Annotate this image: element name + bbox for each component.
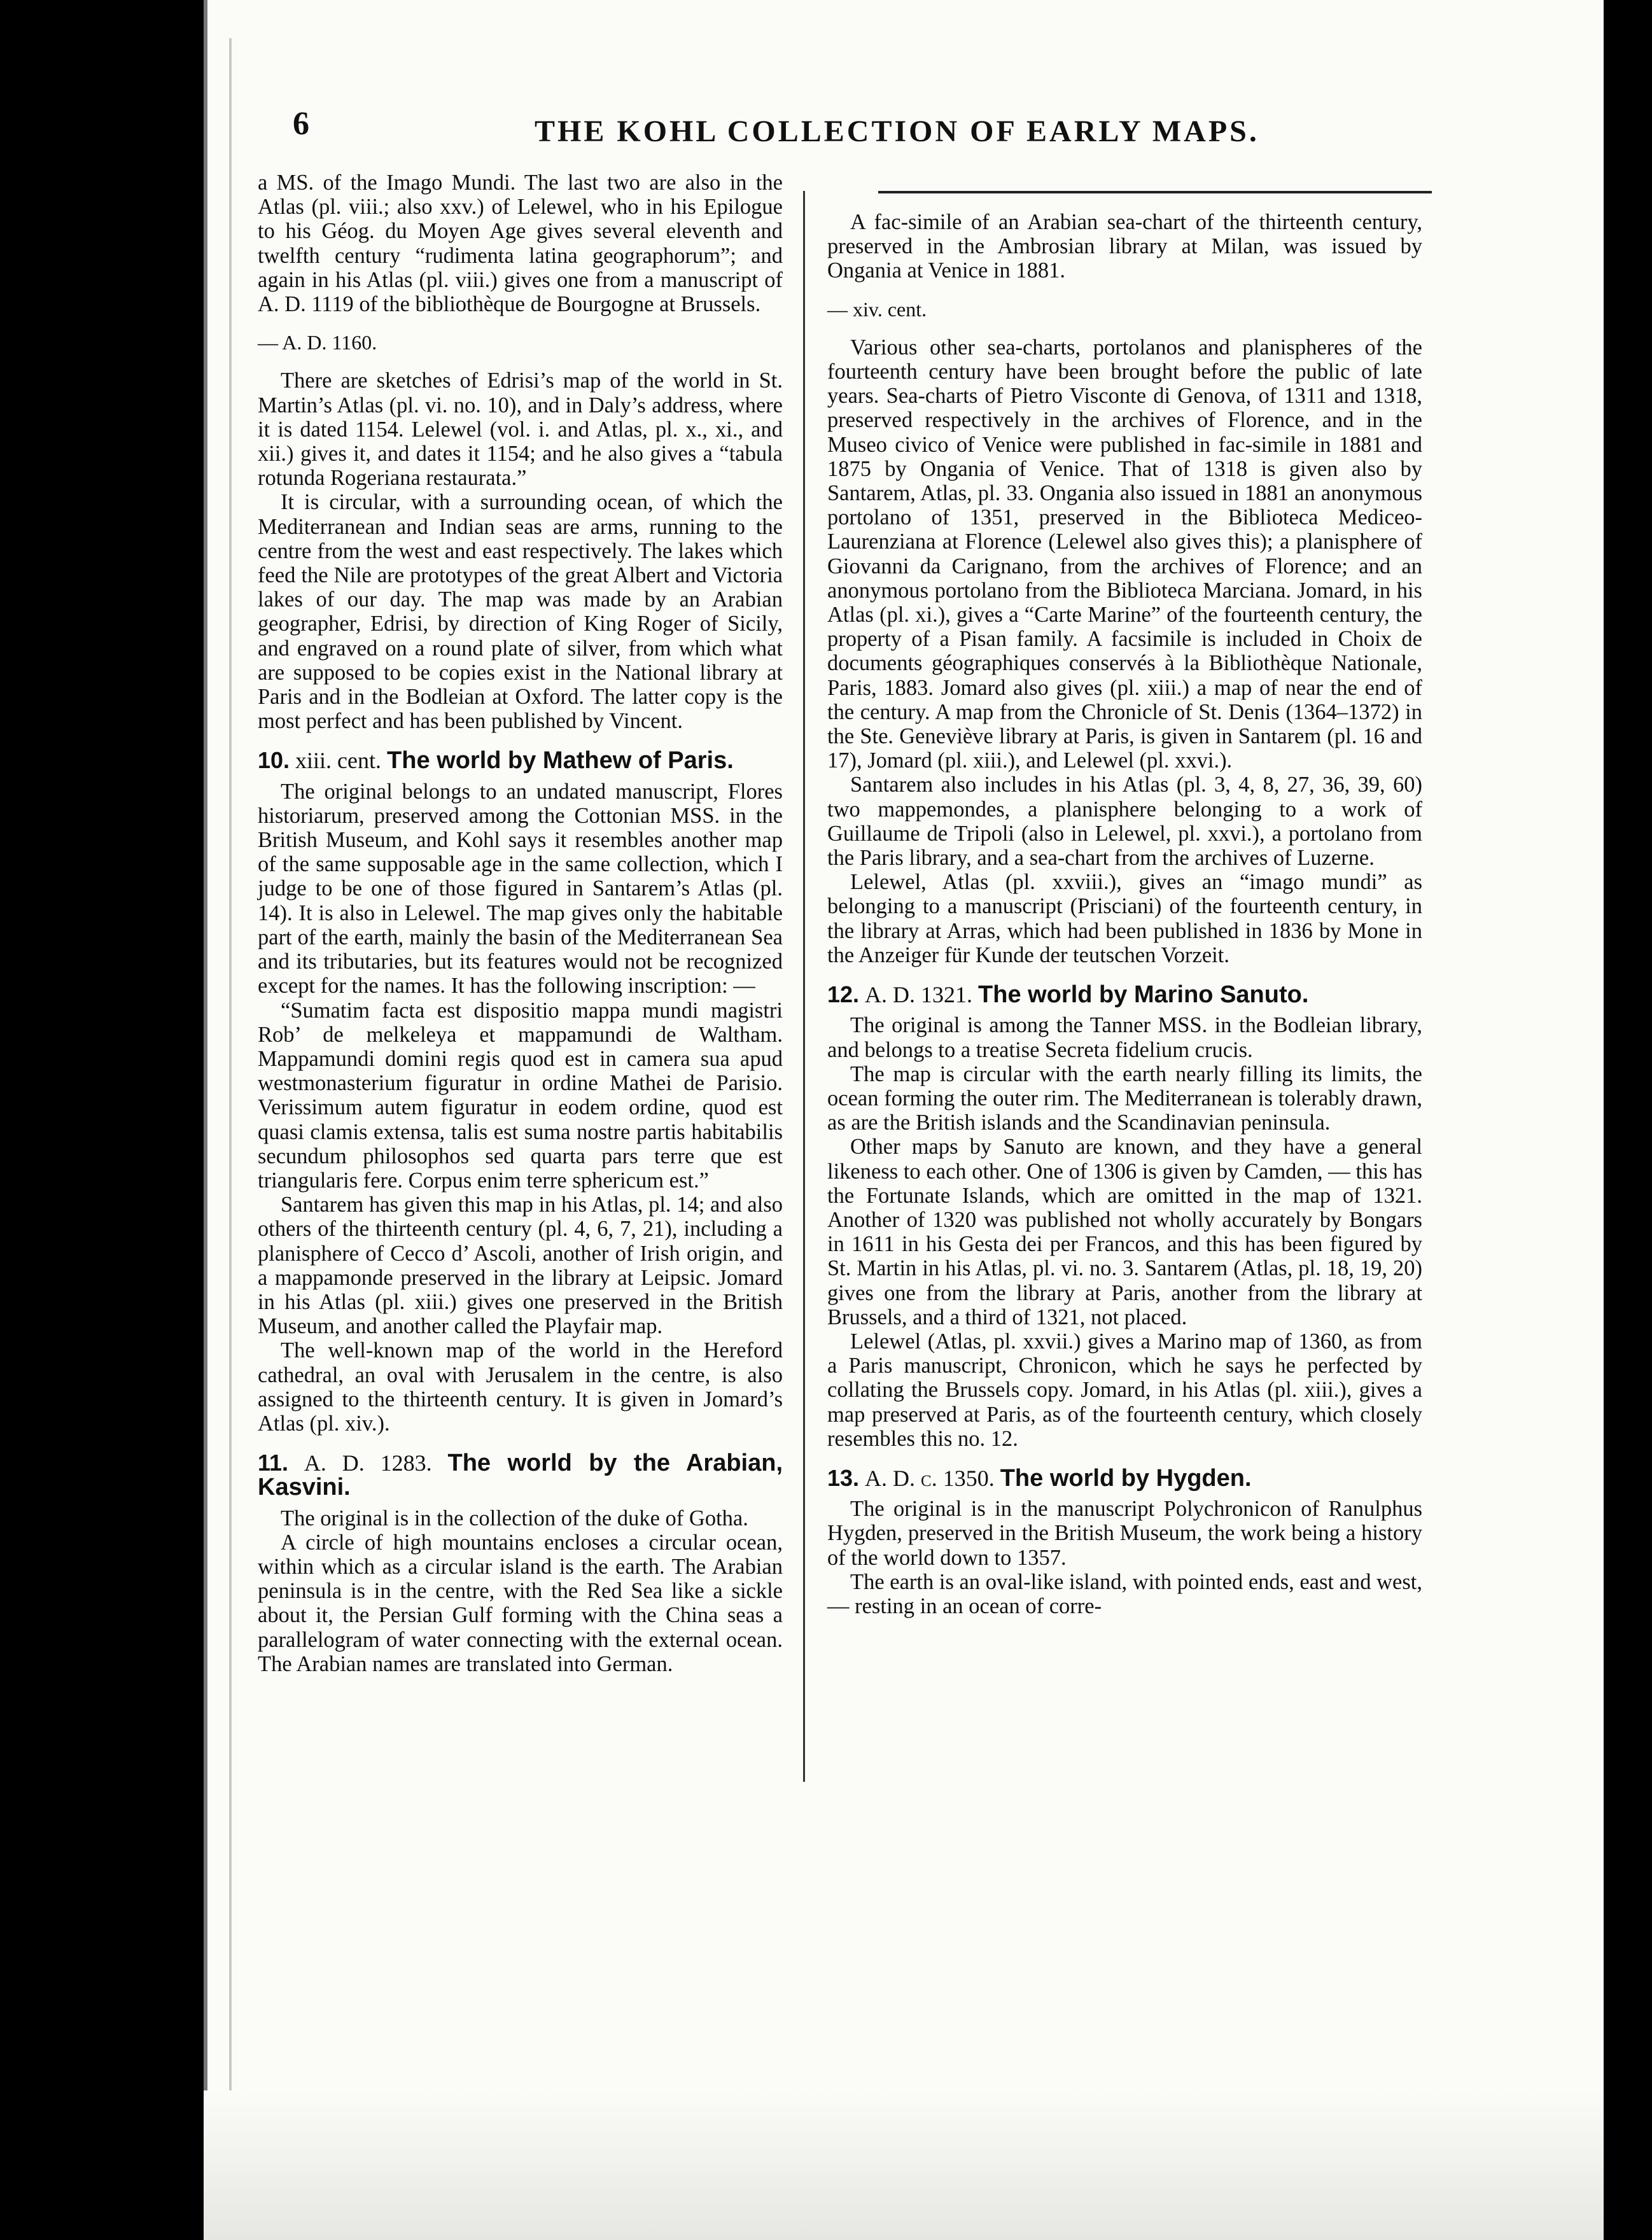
scan-border-right — [1604, 0, 1652, 2240]
date-heading: — A. D. 1160. — [258, 331, 377, 354]
section-heading-12 — [827, 983, 1422, 1007]
section-title: The world by Marino Sanuto. — [978, 981, 1309, 1009]
section-number: 12. — [827, 981, 860, 1008]
section-title: The world by Mathew of Paris. — [387, 747, 734, 774]
section-heading-10 — [258, 748, 783, 773]
paragraph: There are sketches of Edrisi’s map of the world in St. Martin’s Atlas (pl. vi. no. 10), and in Daly’s address, where it is dated 1154. Lelewel (vol. i. and Atlas, pl. x., xi., and xii.) gives it, and dates it 1154; and he also gives a “tabula rotunda Rogeriana restaurata.” — [258, 368, 783, 491]
right-column — [827, 210, 1422, 1618]
paragraph: Santarem has given this map in his Atlas, pl. 14; and also others of the thirteenth century (pl. 4, 6, 7, 21), including a planisphere of Cecco d’ Ascoli, another of Irish origin, and a mappamonde preserved in the library at Leipsic. Jomard in his Atlas (pl. xiii.) gives one preserved in the British Museum, and another called the Playfair map. — [258, 1193, 783, 1339]
paragraph: The original is in the manuscript Polychronicon of Ranulphus Hygden, preserved in the British Museum, the work being a history of the world down to 1357. — [827, 1497, 1422, 1570]
section-date: A. D. c. 1350. — [865, 1465, 995, 1491]
left-column — [258, 171, 783, 1676]
page-header — [293, 105, 1432, 162]
header-rule — [878, 191, 1432, 193]
running-head: THE KOHL COLLECTION OF EARLY MAPS. — [535, 115, 1259, 148]
paragraph: The original belongs to an undated manuscript, Flores historiarum, preserved among the Cottonian MSS. in the British Museum, and Kohl says it resembles another map of the same supposable age in the same collection, which I judge to be one of those figured in Santarem’s Atlas (pl. 14). It is also in Lelewel. The map gives only the habitable part of the earth, mainly the basin of the Mediterranean Sea and its tributaries, but its features would not be recognized except for the names. It has the following inscription: — — [258, 779, 783, 998]
section-heading-13 — [827, 1466, 1422, 1490]
paragraph: Lelewel (Atlas, pl. xxvii.) gives a Marino map of 1360, as from a Paris manuscript, Chronicon, which he says he perfected by collating the Brussels copy. Jomard, in his Atlas (pl. xiii.), gives a map preserved at Paris, as of the fourteenth century, which closely resembles this no. 12. — [827, 1329, 1422, 1451]
section-number: 11. — [258, 1450, 289, 1476]
inscription-quote: “Sumatim facta est dispositio mappa mundi magistri Rob’ de melkeleya et mappamundi de Waltham. Mappamundi domini regis quod est in camera sua apud westmonasterium figuratur in ordine Mathei de Parisio. Verissimum autem figuratur in eodem ordine, quod est quasi clamis extensa, talis est suma nostre partis habitabilis secundum philosophos sed quarta pars terre que est triangularis fere. Corpus enim terre sphericum est.” — [258, 998, 783, 1193]
section-number: 13. — [827, 1464, 860, 1491]
page-bottom-shade — [204, 2090, 1604, 2240]
section-number: 10. — [258, 747, 290, 774]
page-number: 6 — [293, 106, 309, 142]
paragraph: The well-known map of the world in the Hereford cathedral, an oval with Jerusalem in the centre, is also assigned to the thirteenth century. It is given in Jomard’s Atlas (pl. xiv.). — [258, 1338, 783, 1436]
section-title: The world by the Arabian, Kasvini. — [258, 1450, 783, 1501]
section-date: A. D. 1283. — [304, 1450, 432, 1476]
paragraph: Santarem also includes in his Atlas (pl. 3, 4, 8, 27, 36, 39, 60) two mappemondes, a planisphere belonging to a work of Guillaume de Tripoli (also in Lelewel, pl. xxvi.), a portolano from the Paris library, and a sea-chart from the archives of Luzerne. — [827, 773, 1422, 871]
section-date: xiii. cent. — [295, 748, 382, 774]
paragraph: a MS. of the Imago Mundi. The last two are also in the Atlas (pl. viii.; also xxv.) of Lelewel, who in his Epilogue to his Géog. du Moyen Age gives several eleventh and twelfth century “rudimenta latina geographorum”; and again in his Atlas (pl. viii.) gives one from a manuscript of A. D. 1119 of the bibliothèque de Bourgogne at Brussels. — [258, 171, 783, 317]
paragraph: The original is in the collection of the duke of Gotha. — [281, 1506, 748, 1530]
paragraph: The original is among the Tanner MSS. in the Bodleian library, and belongs to a treatise Secreta fidelium crucis. — [827, 1013, 1422, 1062]
paragraph: The earth is an oval-like island, with pointed ends, east and west, — resting in an ocean of corre- — [827, 1569, 1422, 1618]
paragraph: The map is circular with the earth nearly filling its limits, the ocean forming the outer rim. The Mediterranean is tolerably drawn, as are the British islands and the Scandinavian peninsula. — [827, 1061, 1422, 1135]
paragraph: A circle of high mountains encloses a circular ocean, within which as a circular island is the earth. The Arabian peninsula is in the centre, with the Red Sea like a sickle about it, the Persian Gulf forming with the China seas a parallelogram of water connecting with the external ocean. The Arabian names are translated into German. — [258, 1530, 783, 1676]
date-heading: — xiv. cent. — [827, 297, 927, 321]
binding-shadow — [229, 38, 232, 2202]
paragraph: It is circular, with a surrounding ocean, of which the Mediterranean and Indian seas are arms, running to the centre from the west and east respectively. The lakes which feed the Nile are prototypes of the great Albert and Victoria lakes of our day. The map was made by an Arabian geographer, Edrisi, by direction of King Roger of Sicily, and engraved on a round plate of silver, from which what are supposed to be copies exist in the National library at Paris and in the Bodleian at Oxford. The latter copy is the most perfect and has been published by Vincent. — [258, 490, 783, 734]
paragraph: Various other sea-charts, portolanos and planispheres of the fourteenth century have been brought before the public of late years. Sea-charts of Pietro Visconte di Genova, of 1311 and 1318, preserved respectively in the archives of Florence, and in the Museo civico of Venice were published in fac-simile in 1881 and 1875 by Ongania of Venice. That of 1318 is given also by Santarem, Atlas, pl. 33. Ongania also issued in 1881 an anonymous portolano of 1351, preserved in the Biblioteca Mediceo-Laurenziana at Florence (Lelewel also gives this); a planisphere of Giovanni da Carignano, from the archives of Florence; and an anonymous portolano from the Biblioteca Marciana. Jomard, in his Atlas (pl. xi.), gives a “Carte Marine” of the fourteenth century, the property of a Pisan family. A facsimile is included in Choix de documents géographiques conservés à la Bibliothèque Nationale, Paris, 1883. Jomard also gives (pl. xiii.) a map of near the end of the century. A map from the Chronicle of St. Denis (1364–1372) in the Ste. Geneviève library at Paris, is given in Santarem (pl. 16 and 17), Jomard (pl. xiii.), and Lelewel (pl. xxvi.). — [827, 335, 1422, 773]
column-divider — [803, 191, 805, 1782]
section-date: A. D. 1321. — [865, 982, 973, 1008]
section-heading-11 — [258, 1451, 783, 1499]
paragraph: Other maps by Sanuto are known, and they have a general likeness to each other. One of 1306 is given by Camden, — this has the Fortunate Islands, which are omitted in the map of 1321. Another of 1320 was published not wholly accurately by Bongars in 1611 in his Gesta dei per Francos, and this has been figured by St. Martin in his Atlas, pl. vi. no. 3. Santarem (Atlas, pl. 18, 19, 20) gives one from the library at Paris, another from the library at Brussels, and a third of 1321, not placed. — [827, 1135, 1422, 1329]
paragraph: A fac-simile of an Arabian sea-chart of the thirteenth century, preserved in the Ambrosian library at Milan, was issued by Ongania at Venice in 1881. — [827, 210, 1422, 283]
section-title: The world by Hygden. — [1000, 1464, 1252, 1492]
scan-border-left — [0, 0, 204, 2240]
paragraph: Lelewel, Atlas (pl. xxviii.), gives an “imago mundi” as belonging to a manuscript (Prisciani) of the fourteenth century, in the library at Arras, which had been published in 1836 by Mone in the Anzeiger für Kunde der teutschen Vorzeit. — [827, 870, 1422, 967]
